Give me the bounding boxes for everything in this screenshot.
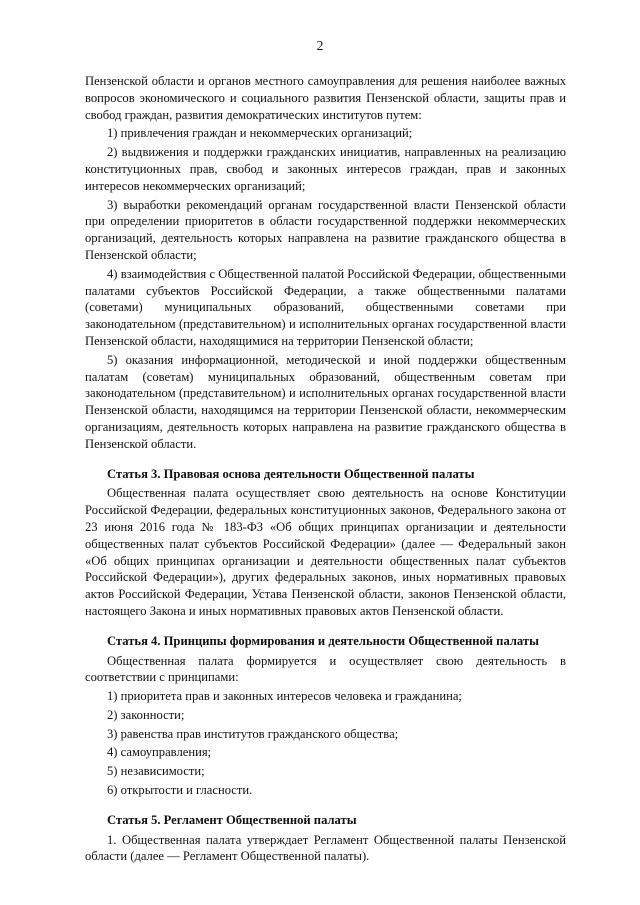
article3-heading: Статья 3. Правовая основа деятельности Общественной палаты xyxy=(107,466,475,481)
article2-item-2: 2) выдвижения и поддержки гражданских инициатив, направленных на реализацию конституционных прав, свобод и законных интересов граждан, прав и законных интересов некоммерческих организаций; xyxy=(85,145,566,193)
article5-heading: Статья 5. Регламент Общественной палаты xyxy=(107,812,357,827)
intro-paragraph: Пензенской области и органов местного самоуправления для решения наиболее важных вопросов экономического и социального развития Пензенской области, защиты прав и свобод граждан, развития демократических институтов путем: xyxy=(85,74,566,122)
page-number: 2 xyxy=(316,38,324,53)
article2-item-4: 4) взаимодействия с Общественной палатой Российской Федерации, общественными палатами субъектов Российской Федерации, а также общественными палатами (советами) муниципальных образований, общественными советами при законодательном (представительном) и исполнительных органах государственной власти Пензенской области, находящимися на территории Пензенской области; xyxy=(85,266,566,348)
document-body xyxy=(85,73,566,865)
article4-text: Общественная палата формируется и осуществляет свою деятельность в соответствии с принципами: xyxy=(85,653,566,685)
article2-item-1: 1) привлечения граждан и некоммерческих организаций; xyxy=(107,126,413,141)
article4-item-4: 4) самоуправления; xyxy=(107,745,212,760)
article4-heading: Статья 4. Принципы формирования и деятельности Общественной палаты xyxy=(107,633,539,648)
article4-item-6: 6) открытости и гласности. xyxy=(107,783,253,798)
article4-item-5: 5) независимости; xyxy=(107,764,205,779)
article2-item-3: 3) выработки рекомендаций органам государственной власти Пензенской области при определении приоритетов в области государственной поддержки некоммерческих организаций, деятельность которых направлена на развитие гражданского общества в Пензенской области; xyxy=(85,197,566,262)
article5-text: 1. Общественная палата утверждает Регламент Общественной палаты Пензенской области (далее — Регламент Общественной палаты). xyxy=(85,832,566,864)
article4-item-2: 2) законности; xyxy=(107,707,185,722)
article3-text: Общественная палата осуществляет свою деятельность на основе Конституции Российской Федерации, федеральных конституционных законов, Федерального закона от 23 июня 2016 года № 183-ФЗ «Об общих принципах организации и деятельности общественных палат субъектов Российской Федерации» (далее — Федеральный закон «Об общих принципах организации и деятельности общественных палат субъектов Российской Федерации»), других федеральных законов, иных нормативных правовых актов Российской Федерации, Устава Пензенской области, законов Пензенской области, настоящего Закона и иных нормативных правовых актов Пензенской области. xyxy=(85,486,566,618)
article4-item-1: 1) приоритета прав и законных интересов человека и гражданина; xyxy=(107,689,462,704)
article2-item-5: 5) оказания информационной, методической и иной поддержки общественным палатам (советам) муниципальных образований, общественным советам при законодательном (представительном) и исполнительных органах государственной власти Пензенской области, находящимся на территории Пензенской области, некоммерческим организациям, деятельность которых направлена на развитие гражданского общества в Пензенской области. xyxy=(85,352,566,451)
article4-item-3: 3) равенства прав институтов гражданского общества; xyxy=(107,726,399,741)
